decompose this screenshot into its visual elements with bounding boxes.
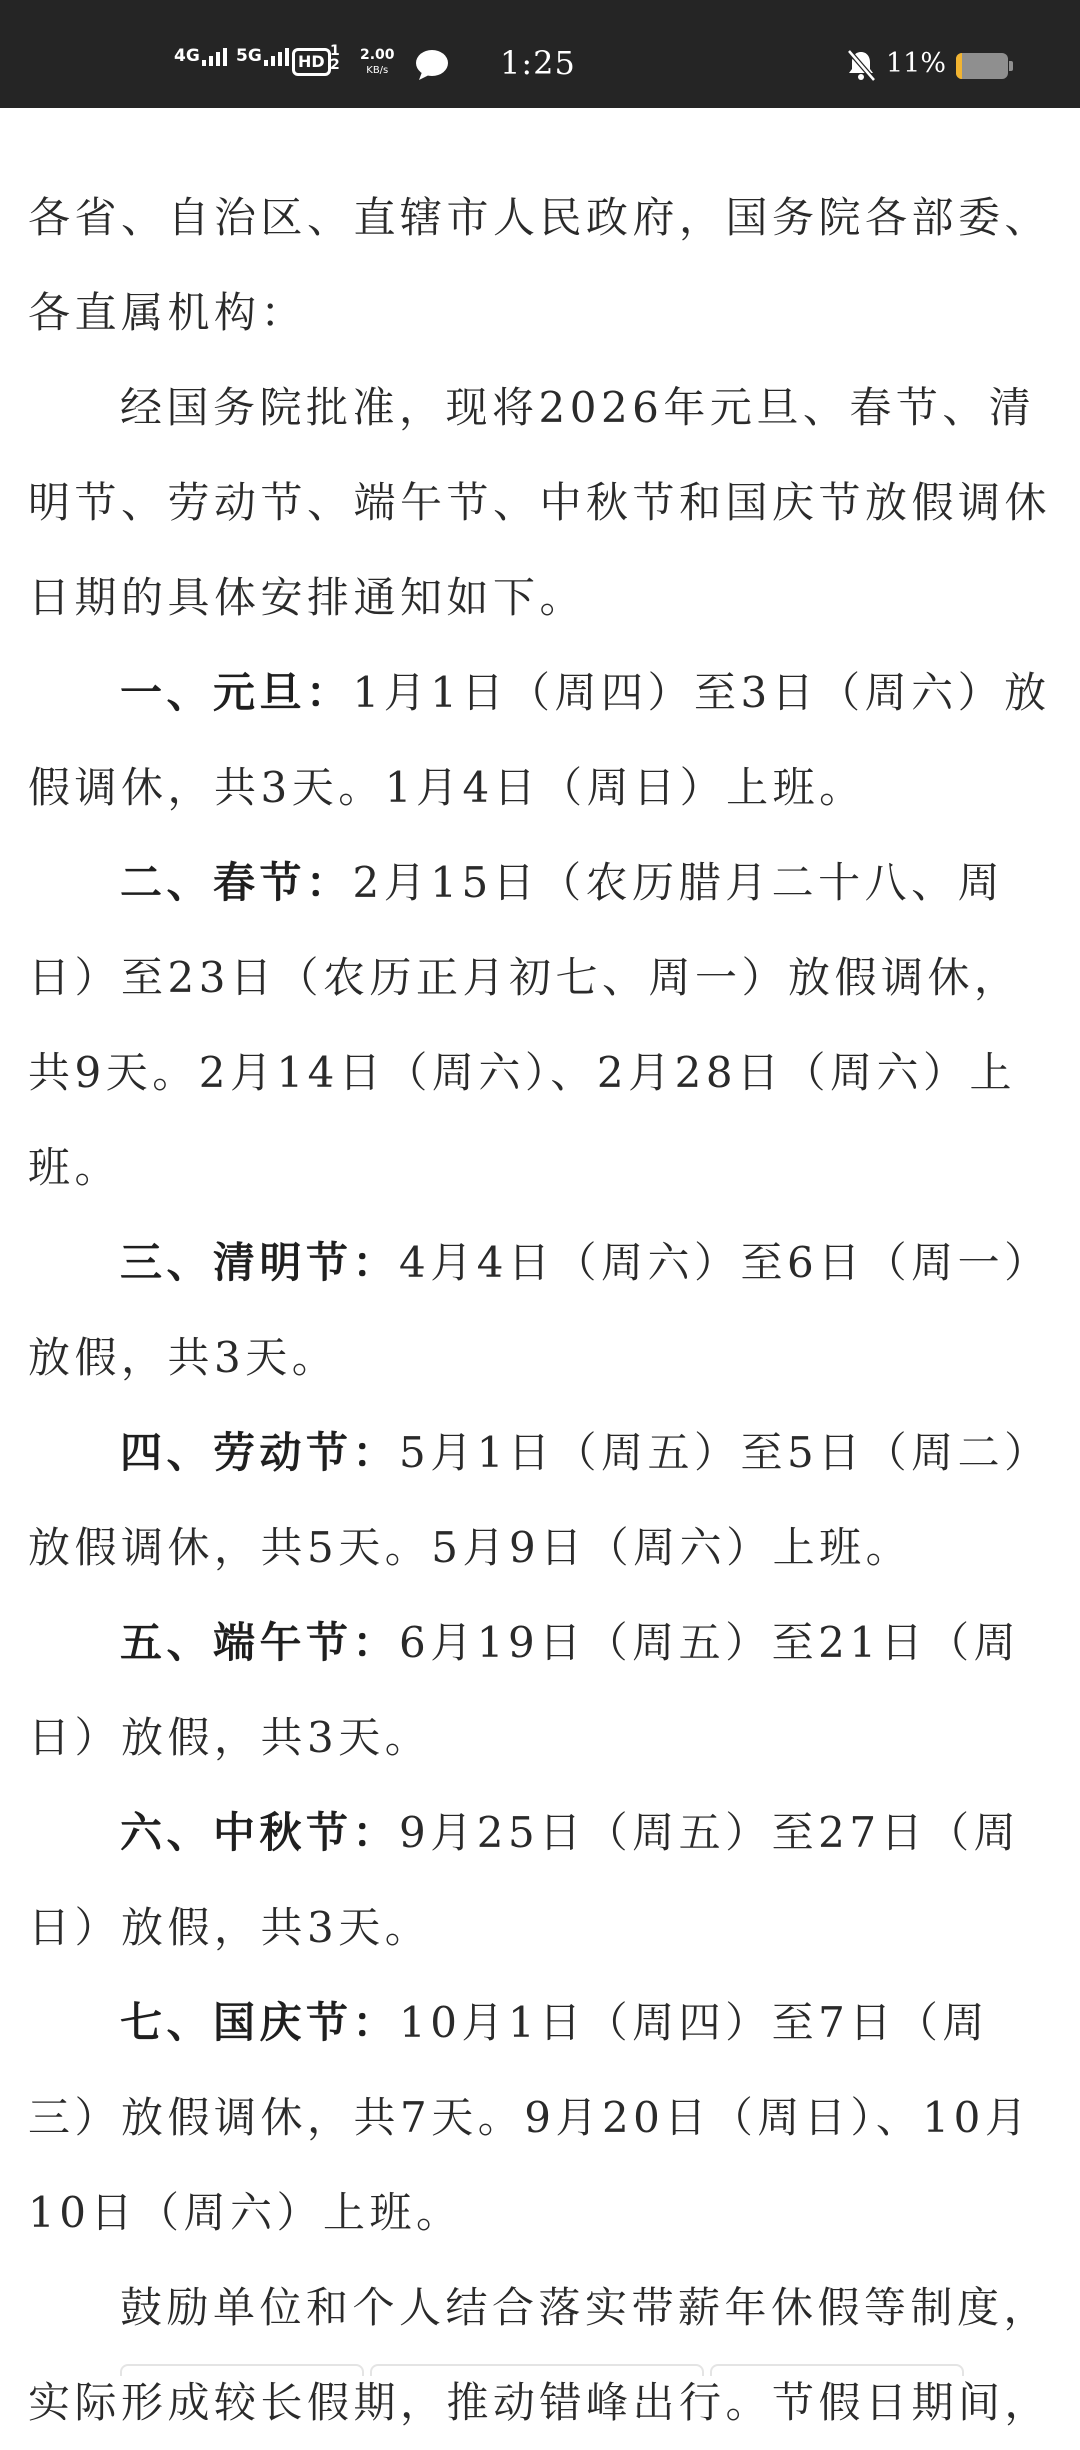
holiday-text: 9月25日（周五）至27日（周日）放假，共3天。: [28, 1808, 1021, 1952]
signal-5g-icon: [236, 46, 289, 66]
holiday-text: 5月1日（周五）至5日（周二）放假调休，共5天。5月9日（周六）上班。: [28, 1428, 1051, 1572]
holiday-text: 2月15日（农历腊月二十八、周日）至23日（农历正月初七、周一）放假调休，共9天。2月14日（周六）、2月28日（周六）上班。: [28, 858, 1021, 1192]
intro-paragraph: 经国务院批准，现将2026年元旦、春节、清明节、劳动节、端午节、中秋节和国庆节放假调休日期的具体安排通知如下。: [28, 383, 1052, 622]
bell-muted-icon: [845, 48, 877, 82]
network-speed: [360, 48, 395, 78]
holiday-text: 1月1日（周四）至3日（周六）放假调休，共3天。1月4日（周日）上班。: [28, 668, 1051, 812]
battery-icon: [956, 53, 1008, 79]
battery-level-fill: [956, 53, 962, 79]
hd-sim-bottom: 2: [330, 57, 340, 73]
battery-tip: [1009, 61, 1013, 71]
network-speed-value: 2.00: [360, 47, 395, 63]
notice-document: [28, 170, 1052, 2450]
holiday-item: [28, 835, 1052, 1215]
holiday-text: 10月1日（周四）至7日（周三）放假调休，共7天。9月20日（周日）、10月10日（周六）上班。: [28, 1998, 1032, 2237]
network-type-label: 4G: [174, 45, 200, 66]
holiday-text: 4月4日（周六）至6日（周一）放假，共3天。: [28, 1238, 1051, 1382]
holiday-heading: 一、元旦：: [120, 668, 353, 717]
toolbar-tab-edge: [370, 2364, 704, 2376]
hd-label: HD: [298, 52, 325, 71]
holiday-heading: 六、中秋节：: [120, 1808, 400, 1857]
holiday-item: [28, 1595, 1052, 1785]
salutation: 各省、自治区、直辖市人民政府，国务院各部委、各直属机构：: [28, 193, 1052, 337]
network-speed-unit: KB/s: [366, 65, 389, 76]
hd-voice-icon: [292, 48, 331, 76]
closing-paragraph: 鼓励单位和个人结合落实带薪年休假等制度，实际形成较长假期，推动错峰出行。节假日期间，: [28, 2283, 1052, 2427]
holiday-heading: 三、清明节：: [120, 1238, 400, 1287]
holiday-heading: 二、春节：: [120, 858, 353, 907]
bottom-toolbar-hint: [0, 2362, 1080, 2376]
holiday-heading: 五、端午节：: [120, 1618, 400, 1667]
toolbar-tab-edge: [710, 2364, 964, 2376]
battery-percent: 11%: [886, 48, 947, 79]
chat-bubble-icon: [414, 48, 450, 82]
toolbar-tab-edge: [120, 2364, 364, 2376]
status-bar: [0, 0, 1080, 108]
network-type-label: 5G: [236, 45, 262, 66]
holiday-item: [28, 645, 1052, 835]
clock: 1:25: [500, 44, 576, 82]
hd-sim-indicator: [330, 44, 340, 72]
holiday-item: [28, 1785, 1052, 1975]
holiday-text: 6月19日（周五）至21日（周日）放假，共3天。: [28, 1618, 1021, 1762]
holiday-item: [28, 1975, 1052, 2260]
holiday-heading: 四、劳动节：: [120, 1428, 400, 1477]
holiday-item: [28, 1215, 1052, 1405]
hd-sim-top: 1: [330, 43, 340, 59]
holiday-heading: 七、国庆节：: [120, 1998, 400, 2047]
signal-4g-icon: [174, 46, 227, 66]
holiday-item: [28, 1405, 1052, 1595]
